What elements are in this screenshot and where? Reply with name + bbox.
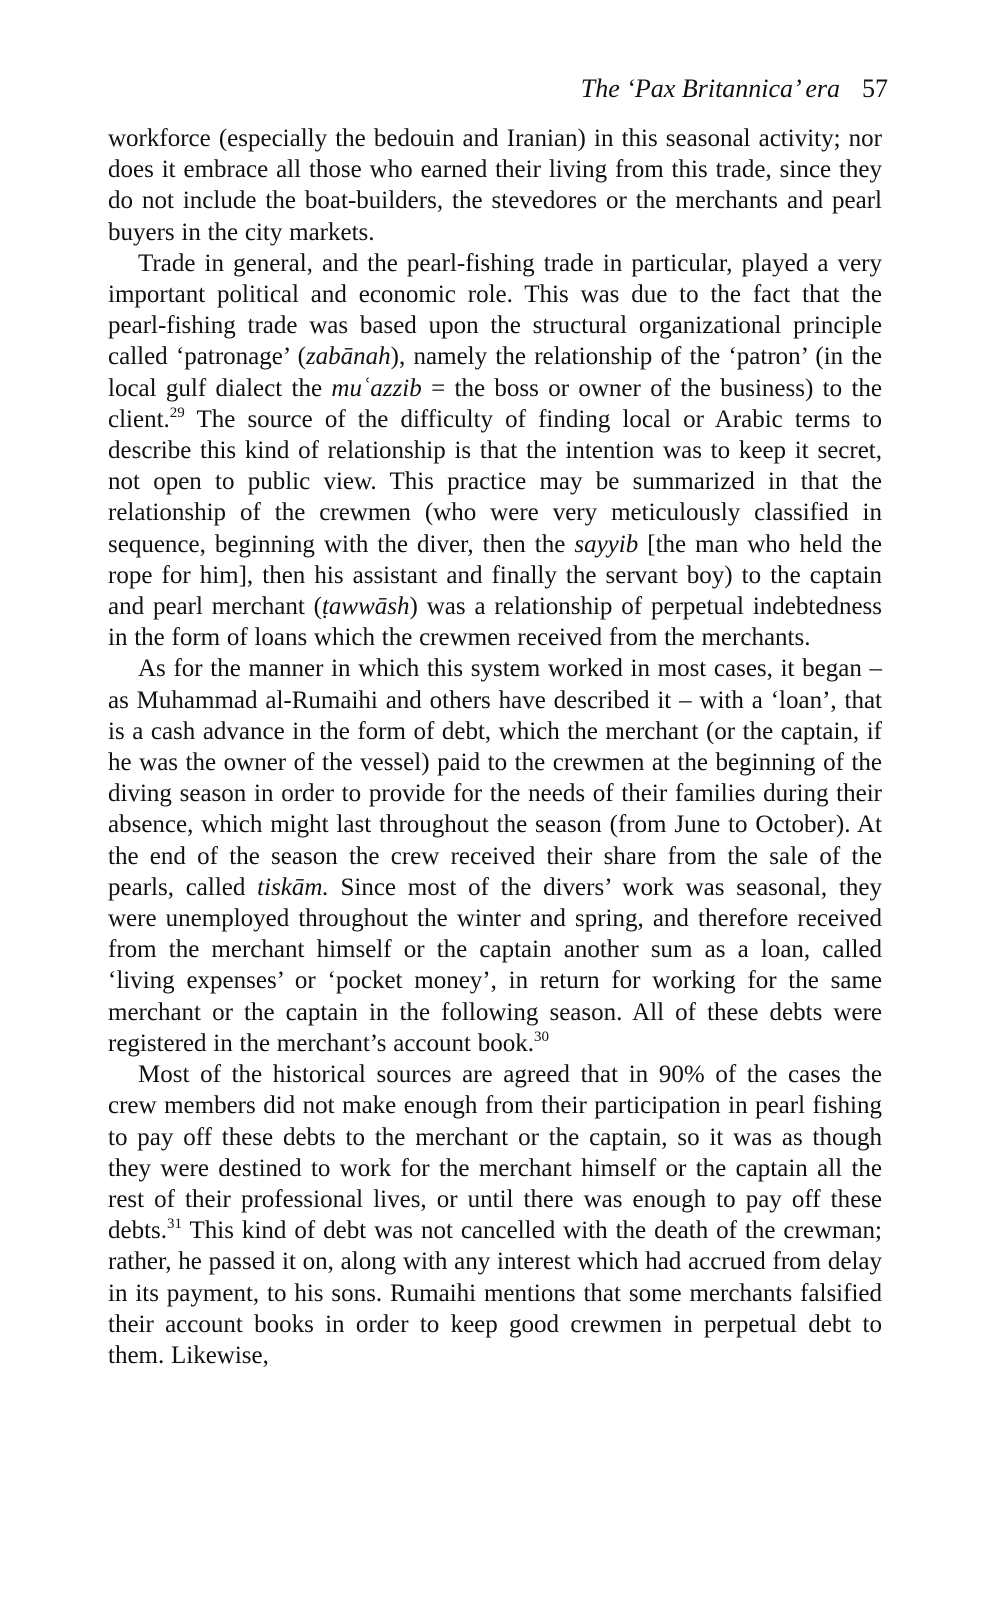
text-run: The source of the difficulty of finding local or Arabic terms to describe this kind of relationship is that the intention was to keep it secret, not open to public view. This practice may be summarized in that the relationship of the crewmen (who were very meticulously classified in sequence, beginning with the diver, then the — [108, 405, 882, 558]
text-run: [the man who held the rope for him], then his assistant and finally the servant boy) to the captain and pearl merchant ( — [108, 530, 882, 621]
text-run: ), namely the relationship of the ‘patron’ (in the local gulf dialect the — [108, 343, 882, 402]
text-run: Since most of the divers’ work was seasonal, they were unemployed throughout the winter and spring, and therefore received from the merchant himself or the captain another sum as a loan, called ‘living expenses’ or ‘pocket money’, in return for working for the same merchant or the captain in the following season. All of these debts were registered in the merchant’s account book. — [108, 873, 882, 1057]
text-run: Most of the historical sources are agreed that in 90% of the cases the crew members did not make enough from their participation in pearl fishing to pay off these debts to the merchant or the captain, so it was as though they were destined to work for the merchant himself or the captain all the rest of their professional lives, or until there was enough to pay off these debts. — [108, 1061, 882, 1245]
paragraph — [108, 1059, 882, 1371]
footnote-reference: 31 — [167, 1216, 183, 1233]
paragraph — [108, 653, 882, 1059]
running-head — [108, 72, 888, 106]
italic-term: muʿazzib — [331, 374, 422, 402]
page-number: 57 — [862, 74, 888, 103]
italic-term: tiskām. — [257, 873, 329, 901]
text-run: = the boss or owner of the business) to the client. — [108, 374, 882, 433]
text-run: As for the manner in which this system worked in most cases, it began – as Muhammad al-Rumaihi and others have described it – with a ‘loan’, that is a cash advance in the form of debt, which the merchant (or the captain, if he was the owner of the vessel) paid to the crewmen at the beginning of the diving season in order to provide for the needs of their families during their absence, which might last throughout the season (from June to October). At the end of the season the crew received their share from the sale of the pearls, called — [108, 655, 882, 901]
text-run: Trade in general, and the pearl-fishing trade in particular, played a very important political and economic role. This was due to the fact that the pearl-fishing trade was based upon the structural organizational principle called ‘patronage’ ( — [108, 249, 882, 371]
running-head-title: The ‘Pax Britannica’ era — [580, 74, 840, 103]
paragraph — [108, 123, 882, 248]
italic-term: ṭawwāsh — [321, 593, 410, 621]
italic-term: zabānah — [305, 343, 391, 371]
text-run: workforce (especially the bedouin and Iranian) in this seasonal activity; nor does it embrace all those who earned their living from this trade, since they do not include the boat-builders, the stevedores or the merchants and pearl buyers in the city markets. — [108, 125, 882, 246]
footnote-reference: 29 — [169, 404, 185, 421]
paragraph — [108, 248, 882, 654]
text-run: This kind of debt was not cancelled with the death of the crewman; rather, he passed it on, along with any interest which had accrued from delay in its payment, to his sons. Rumaihi mentions that some merchants falsified their account books in order to keep good crewmen in perpetual debt to them. Likewise, — [108, 1217, 882, 1369]
body-text — [108, 123, 882, 1371]
text-run: ) was a relationship of perpetual indebtedness in the form of loans which the crewmen received from the merchants. — [108, 593, 882, 652]
footnote-reference: 30 — [533, 1028, 549, 1045]
italic-term: sayyib — [574, 530, 639, 558]
